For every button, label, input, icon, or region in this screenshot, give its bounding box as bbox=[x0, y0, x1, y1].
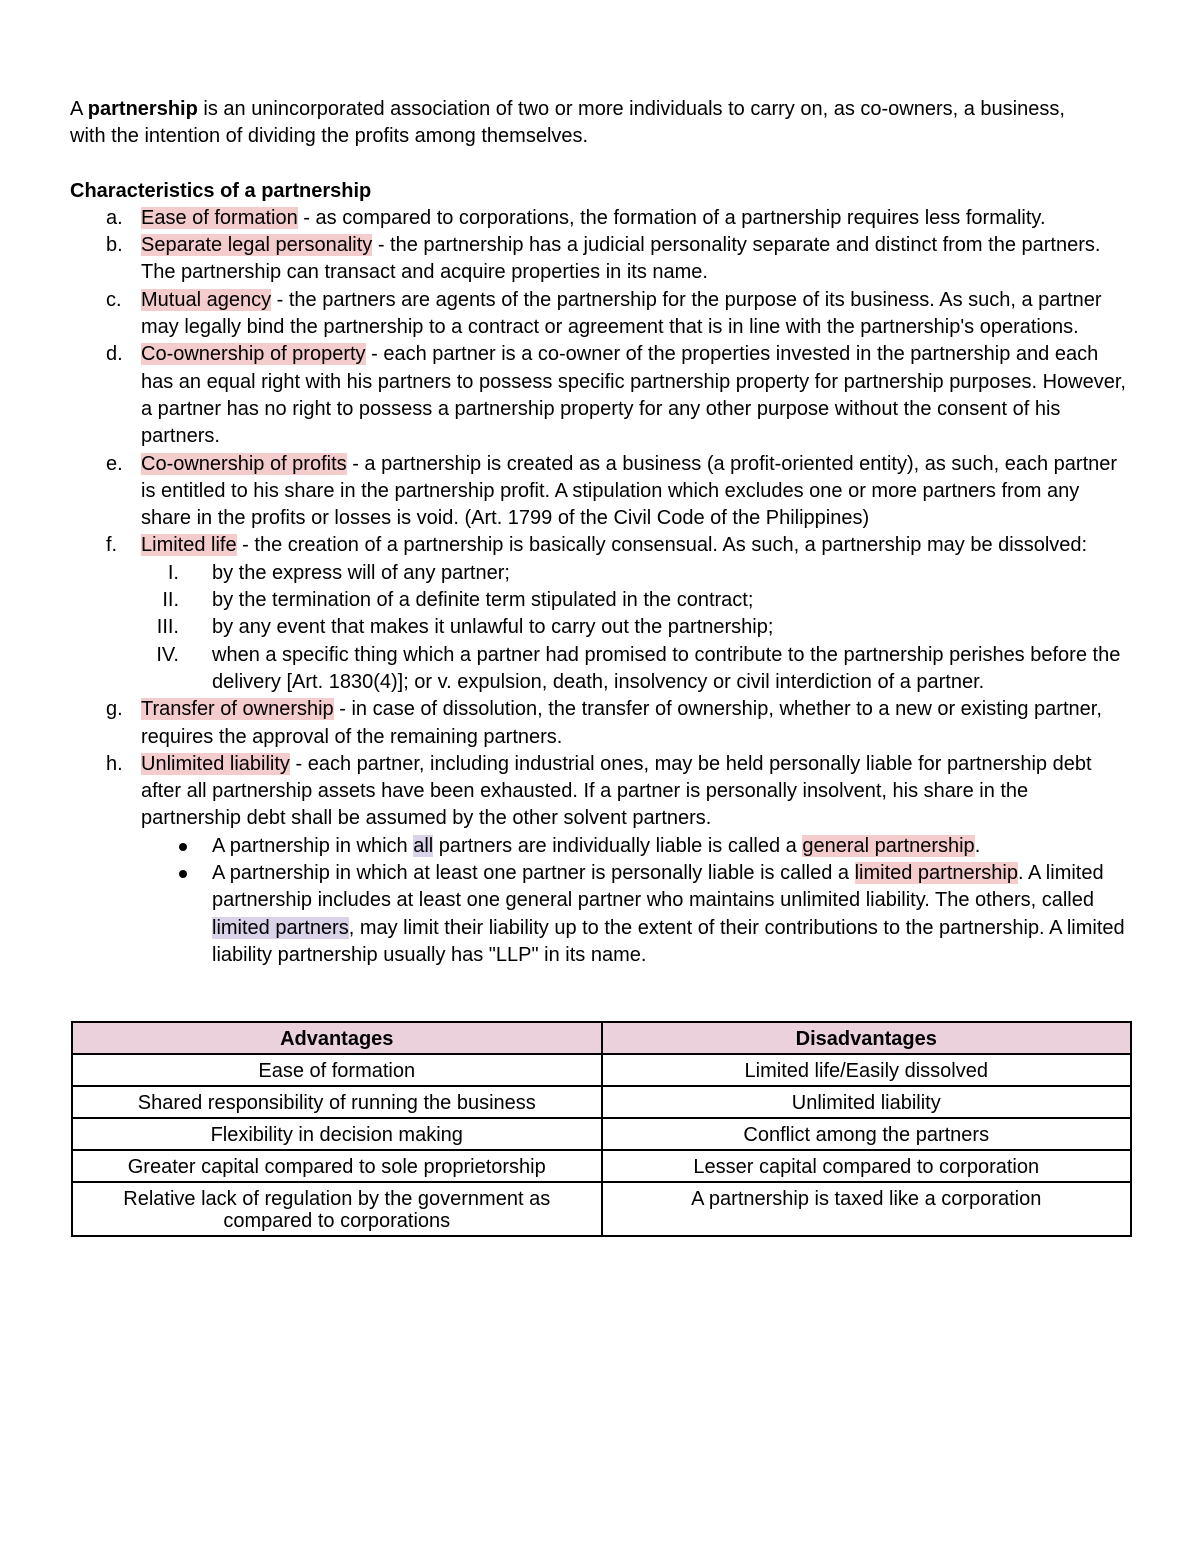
header-disadvantages: Disadvantages bbox=[602, 1022, 1132, 1054]
characteristic-text: - in case of dissolution, the transfer of ownership, whether to a new or existing partner, requires the approval of the remaining partners. bbox=[141, 698, 1102, 748]
characteristic-item bbox=[70, 205, 1132, 232]
characteristic-text: - as compared to corporations, the formation of a partnership requires less formality. bbox=[297, 206, 1046, 229]
characteristic-text: - the creation of a partnership is basically consensual. As such, a partnership may be dissolved: bbox=[236, 534, 1088, 557]
roman-marker: II. bbox=[162, 589, 179, 612]
bullet-text: partners are individually liable is called a bbox=[433, 834, 803, 857]
intro-term: partnership bbox=[87, 98, 198, 120]
table-row bbox=[72, 1086, 1131, 1118]
list-marker: d. bbox=[106, 343, 123, 366]
characteristic-item bbox=[70, 232, 1132, 287]
characteristic-term: Separate legal personality bbox=[141, 234, 373, 257]
partnership-types-list bbox=[141, 833, 1132, 969]
characteristic-term: Mutual agency bbox=[141, 288, 272, 311]
characteristic-text: - a partnership is created as a business (a profit-oriented entity), as such, each partner is entitled to his share in the partnership profit. A stipulation which excludes one or more partners from any share in the profits or losses is void. (Art. 1799 of the Civil Code of the Philippines) bbox=[141, 452, 1118, 530]
disadvantage-cell: A partnership is taxed like a corporation bbox=[602, 1182, 1132, 1236]
disadvantage-cell: Lesser capital compared to corporation bbox=[602, 1150, 1132, 1182]
list-marker: b. bbox=[106, 234, 123, 257]
disadvantage-cell: Conflict among the partners bbox=[602, 1118, 1132, 1150]
bullet-item-limited bbox=[141, 860, 1132, 969]
table-row bbox=[72, 1054, 1131, 1086]
intro-text-2: with the intention of dividing the profits among themselves. bbox=[70, 125, 589, 148]
list-marker: f. bbox=[106, 534, 118, 557]
characteristic-term: Transfer of ownership bbox=[141, 698, 334, 721]
advantage-cell: Shared responsibility of running the business bbox=[72, 1086, 602, 1118]
list-marker: h. bbox=[106, 752, 123, 775]
dissolution-text: when a specific thing which a partner had promised to contribute to the partnership perishes before the delivery [Art. 1830(4)]; or v. expulsion, death, insolvency or civil interdiction of a partner. bbox=[212, 643, 1121, 693]
dissolution-item bbox=[141, 587, 1132, 614]
advantage-cell: Greater capital compared to sole proprietorship bbox=[72, 1150, 602, 1182]
list-marker: a. bbox=[106, 206, 123, 229]
intro-prefix: A bbox=[70, 98, 88, 120]
characteristic-term: Limited life bbox=[141, 534, 237, 557]
intro-text-1: is an unincorporated association of two or more individuals to carry on, as co-owners, a business, bbox=[197, 98, 1065, 120]
characteristic-text: - each partner, including industrial ones, may be held personally liable for partnership debt after all partnership assets have been exhausted. If a partner is personally insolvent, his share in the partnership debt shall be assumed by the other solvent partners. bbox=[141, 752, 1092, 830]
dissolution-item bbox=[141, 614, 1132, 641]
bullet-item-general bbox=[141, 833, 1132, 860]
characteristic-term: Co-ownership of profits bbox=[141, 452, 347, 475]
roman-marker: III. bbox=[156, 616, 179, 639]
highlight-all: all bbox=[413, 834, 434, 857]
roman-marker: IV. bbox=[156, 643, 179, 666]
bullet-text: , may limit their liability up to the extent of their contributions to the partnership. A limited liability partnership usually has "LLP" in its name. bbox=[212, 916, 1125, 966]
section-heading: Characteristics of a partnership bbox=[70, 179, 372, 202]
characteristic-item bbox=[70, 341, 1132, 450]
dissolution-text: by the termination of a definite term stipulated in the contract; bbox=[212, 589, 754, 612]
characteristic-item bbox=[70, 287, 1132, 342]
table-row bbox=[72, 1150, 1131, 1182]
characteristic-term: Ease of formation bbox=[141, 206, 298, 229]
table-row bbox=[72, 1118, 1131, 1150]
characteristics-list bbox=[70, 205, 1132, 969]
characteristic-term: Co-ownership of property bbox=[141, 343, 366, 366]
document-page bbox=[70, 96, 1132, 969]
bullet-text: . A limited partnership includes at least one general partner who maintains unlimited liability. The others, called bbox=[212, 862, 1104, 912]
advantages-disadvantages-table bbox=[71, 1021, 1132, 1237]
roman-marker: I. bbox=[167, 561, 179, 584]
intro-paragraph bbox=[70, 96, 1132, 151]
dissolution-list bbox=[141, 560, 1132, 696]
term-general-partnership: general partnership bbox=[802, 834, 975, 857]
characteristic-item bbox=[70, 696, 1132, 751]
bullet-dot-icon bbox=[179, 870, 187, 878]
characteristic-item bbox=[70, 451, 1132, 533]
table-header-row bbox=[72, 1022, 1131, 1054]
characteristic-term: Unlimited liability bbox=[141, 752, 290, 775]
bullet-text: A partnership in which at least one partner is personally liable is called a bbox=[212, 862, 855, 885]
characteristic-text: - the partnership has a judicial personality separate and distinct from the partners. The partnership can transact and acquire properties in its name. bbox=[141, 234, 1101, 284]
list-marker: c. bbox=[106, 288, 122, 311]
bullet-text: . bbox=[974, 834, 981, 857]
term-limited-partnership: limited partnership bbox=[854, 862, 1018, 885]
characteristic-item bbox=[70, 751, 1132, 969]
header-advantages: Advantages bbox=[72, 1022, 602, 1054]
advantage-cell: Ease of formation bbox=[72, 1054, 602, 1086]
disadvantage-cell: Unlimited liability bbox=[602, 1086, 1132, 1118]
characteristic-text: - the partners are agents of the partnership for the purpose of its business. As such, a partner may legally bind the partnership to a contract or agreement that is in line with the partnership's operations. bbox=[141, 288, 1102, 339]
dissolution-text: by the express will of any partner; bbox=[212, 561, 510, 584]
list-marker: e. bbox=[106, 452, 123, 475]
table-row bbox=[72, 1182, 1131, 1236]
bullet-dot-icon bbox=[179, 843, 187, 851]
dissolution-text: by any event that makes it unlawful to carry out the partnership; bbox=[212, 616, 774, 639]
list-marker: g. bbox=[106, 698, 123, 721]
highlight-limited-partners: limited partners bbox=[212, 916, 349, 939]
disadvantage-cell: Limited life/Easily dissolved bbox=[602, 1054, 1132, 1086]
advantage-cell: Flexibility in decision making bbox=[72, 1118, 602, 1150]
advantage-cell: Relative lack of regulation by the government as compared to corporations bbox=[72, 1182, 602, 1236]
dissolution-item bbox=[141, 642, 1132, 697]
characteristic-item bbox=[70, 532, 1132, 696]
bullet-text: A partnership in which bbox=[212, 834, 414, 857]
characteristic-text: - each partner is a co-owner of the properties invested in the partnership and each has an equal right with his partners to possess specific partnership property for partnership purposes. However, a partner has no right to possess a partnership property for any other purpose without the consent of his partners. bbox=[141, 343, 1126, 448]
dissolution-item bbox=[141, 560, 1132, 587]
